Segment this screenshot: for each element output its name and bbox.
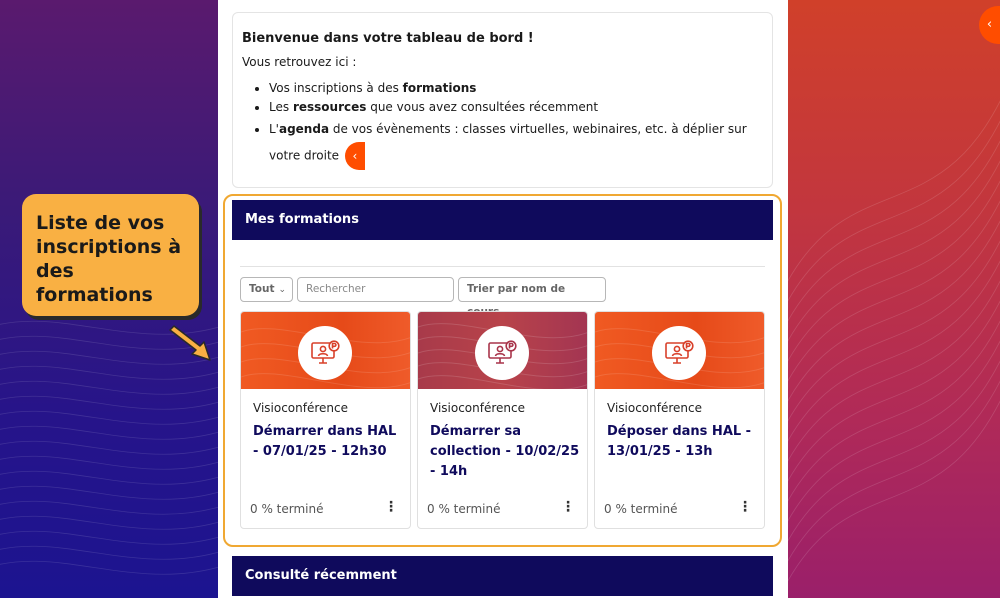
callout-line: des formations [36, 260, 153, 306]
welcome-item-ressources: • Les ressources que vous avez consultées récemment [269, 98, 763, 117]
course-title[interactable]: Démarrer dans HAL - 07/01/25 - 12h30 [253, 424, 397, 459]
course-title[interactable]: Déposer dans HAL - 13/01/25 - 13h [607, 424, 752, 459]
welcome-block [232, 12, 773, 188]
recent-header: Consulté récemment [232, 556, 773, 596]
formations-header: Mes formations [232, 200, 773, 240]
welcome-title: Bienvenue dans votre tableau de bord ! [242, 31, 534, 46]
background-right [788, 0, 1000, 598]
chevron-down-icon: ⌄ [278, 285, 287, 295]
welcome-item-formations: • Vos inscriptions à des formations [269, 79, 763, 98]
callout-line: Liste de vos [36, 212, 165, 234]
course-type: Visioconférence [430, 401, 525, 415]
chevron-left-icon: ‹ [986, 17, 993, 32]
more-vertical-icon[interactable]: ⋮ [384, 499, 398, 515]
course-progress: 0 % terminé [427, 502, 501, 516]
arrow-icon [166, 324, 216, 364]
course-title[interactable]: Démarrer sa collection - 10/02/25 - 14h [430, 424, 580, 479]
more-vertical-icon[interactable]: ⋮ [738, 499, 752, 515]
welcome-intro: Vous retrouvez ici : [242, 55, 357, 69]
formations-highlight [223, 194, 782, 547]
chevron-left-icon: ‹ [345, 142, 365, 170]
more-vertical-icon[interactable]: ⋮ [561, 499, 575, 515]
callout-note [22, 194, 199, 316]
callout-line: inscriptions à [36, 236, 182, 258]
course-type: Visioconférence [253, 401, 348, 415]
welcome-list [242, 79, 763, 170]
course-type: Visioconférence [607, 401, 702, 415]
sort-dropdown[interactable]: Trier par nom de [458, 277, 606, 302]
filter-dropdown[interactable]: Tout ⌄ [240, 277, 293, 302]
course-progress: 0 % terminé [250, 502, 324, 516]
course-progress: 0 % terminé [604, 502, 678, 516]
search-input[interactable]: Rechercher [297, 277, 454, 302]
welcome-item-agenda: • L'agenda de vos évènements : classes virtuelles, webinaires, etc. à déplier sur votre droite ‹ [269, 117, 763, 170]
